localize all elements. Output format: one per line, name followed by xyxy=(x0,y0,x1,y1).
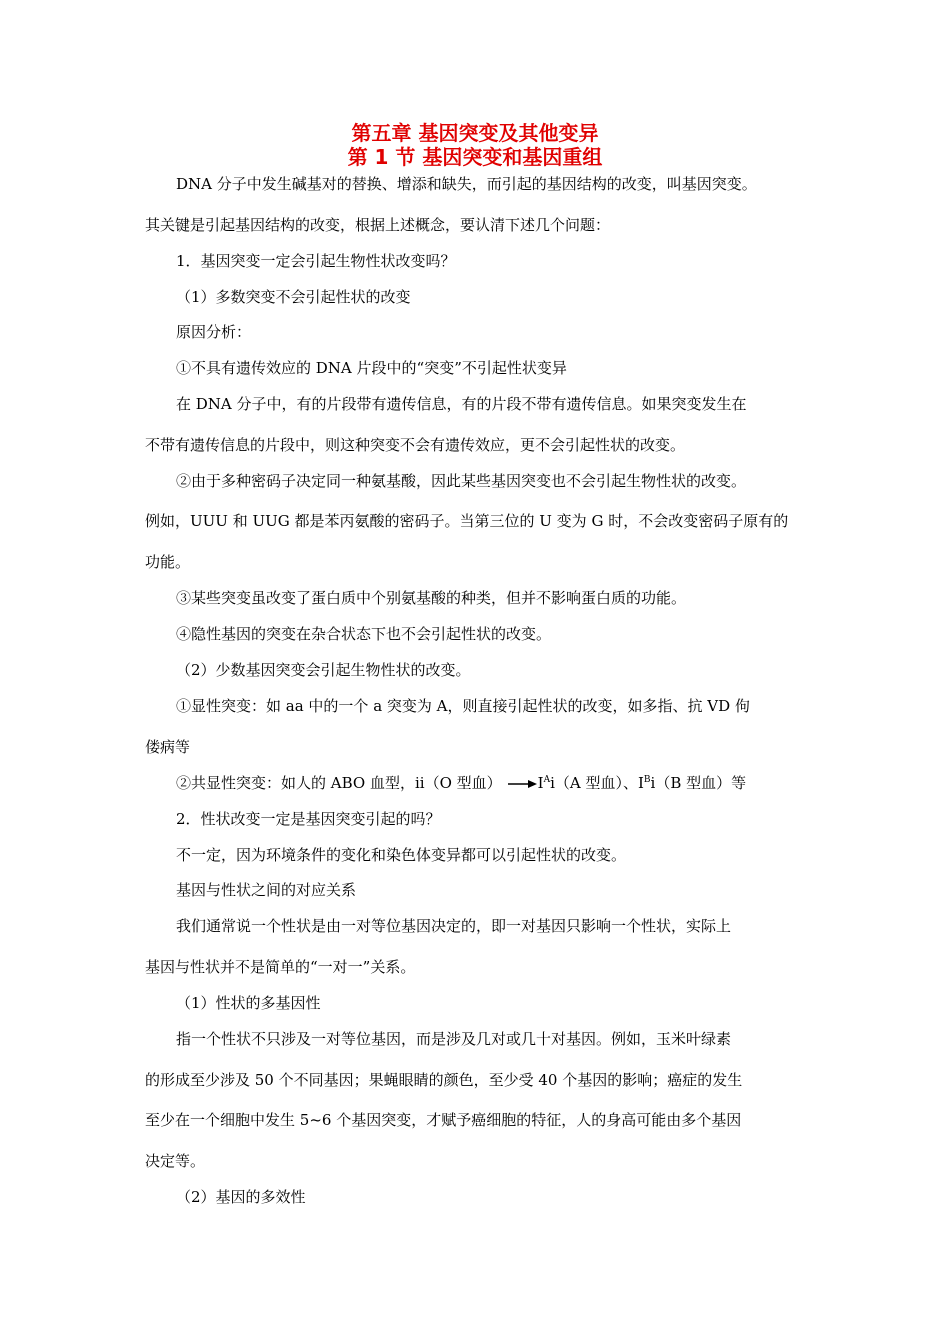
relation-point-1-text-d: 决定等。 xyxy=(145,1152,206,1170)
q1-reason-2-b: 例如，UUU 和 UUG 都是苯丙氨酸的密码子。当第三位的 U 变为 G 时，不会改变密码子原有的 xyxy=(145,512,789,530)
q1-reason-1-text-b: 不带有遗传信息的片段中，则这种突变不会有遗传效应，更不会引起性状的改变。 xyxy=(145,436,686,454)
q1-reason-2-c: 功能。 xyxy=(145,553,191,571)
q1-reason-2-a: ②由于多种密码子决定同一种氨基酸，因此某些基因突变也不会引起生物性状的改变。 xyxy=(176,472,747,490)
q1-reason-4: ④隐性基因的突变在杂合状态下也不会引起性状的改变。 xyxy=(176,625,552,643)
q1-point-2-item-2 xyxy=(176,774,746,792)
relation-point-2: （2）基因的多效性 xyxy=(176,1188,306,1206)
allele-sup-a: A xyxy=(543,775,551,785)
intro-line-2: 其关键是引起基因结构的改变，根据上述概念，要认清下述几个问题： xyxy=(145,216,611,234)
q1-reason-heading: 原因分析： xyxy=(176,323,252,341)
blood-type-text-pre: ②共显性突变：如人的 ABO 血型，ii（O 型血） xyxy=(176,774,502,792)
relation-text-b: 基因与性状并不是简单的“一对一”关系。 xyxy=(145,958,416,976)
q1-reason-1-text-a: 在 DNA 分子中，有的片段带有遗传信息，有的片段不带有遗传信息。如果突变发生在 xyxy=(176,395,747,413)
relation-point-1-text-c: 至少在一个细胞中发生 5~6 个基因突变，才赋予癌细胞的特征，人的身高可能由多个基因 xyxy=(145,1111,742,1129)
blood-type-text-post: i（B 型血）等 xyxy=(650,774,747,792)
q1-reason-1: ①不具有遗传效应的 DNA 片段中的“突变”不引起性状变异 xyxy=(176,359,567,377)
relation-point-1-text-a: 指一个性状不只涉及一对等位基因，而是涉及几对或几十对基因。例如，玉米叶绿素 xyxy=(176,1030,732,1048)
blood-type-text-mid: i（A 型血）、I xyxy=(550,774,644,792)
q1-point-2-item-1-a: ①显性突变：如 aa 中的一个 a 突变为 A，则直接引起性状的改变，如多指、抗 VD 佝 xyxy=(176,697,750,715)
question-2: 2．性状改变一定是基因突变引起的吗？ xyxy=(176,810,441,828)
arrow-right-icon xyxy=(508,779,538,789)
relation-point-1-text-b: 的形成至少涉及 50 个不同基因；果蝇眼睛的颜色，至少受 40 个基因的影响；癌症的发生 xyxy=(145,1071,743,1089)
relation-text-a: 我们通常说一个性状是由一对等位基因决定的，即一对基因只影响一个性状，实际上 xyxy=(176,917,732,935)
allele-i: I xyxy=(537,774,544,792)
section-title: 第 1 节 基因突变和基因重组 xyxy=(347,145,603,169)
allele-sup-b: B xyxy=(643,775,651,785)
q1-point-2-item-1-b: 偻病等 xyxy=(145,738,191,756)
intro-line-1: DNA 分子中发生碱基对的替换、增添和缺失，而引起的基因结构的改变，叫基因突变。 xyxy=(176,175,757,193)
relation-point-1: （1）性状的多基因性 xyxy=(176,994,321,1012)
chapter-title: 第五章 基因突变及其他变异 xyxy=(351,121,599,145)
q1-point-2: （2）少数基因突变会引起生物性状的改变。 xyxy=(176,661,471,679)
relation-heading: 基因与性状之间的对应关系 xyxy=(176,881,357,899)
question-1: 1．基因突变一定会引起生物性状改变吗？ xyxy=(176,252,456,270)
q1-reason-3: ③某些突变虽改变了蛋白质中个别氨基酸的种类，但并不影响蛋白质的功能。 xyxy=(176,589,687,607)
q1-point-1: （1）多数突变不会引起性状的改变 xyxy=(176,288,411,306)
question-2-answer: 不一定，因为环境条件的变化和染色体变异都可以引起性状的改变。 xyxy=(176,846,627,864)
